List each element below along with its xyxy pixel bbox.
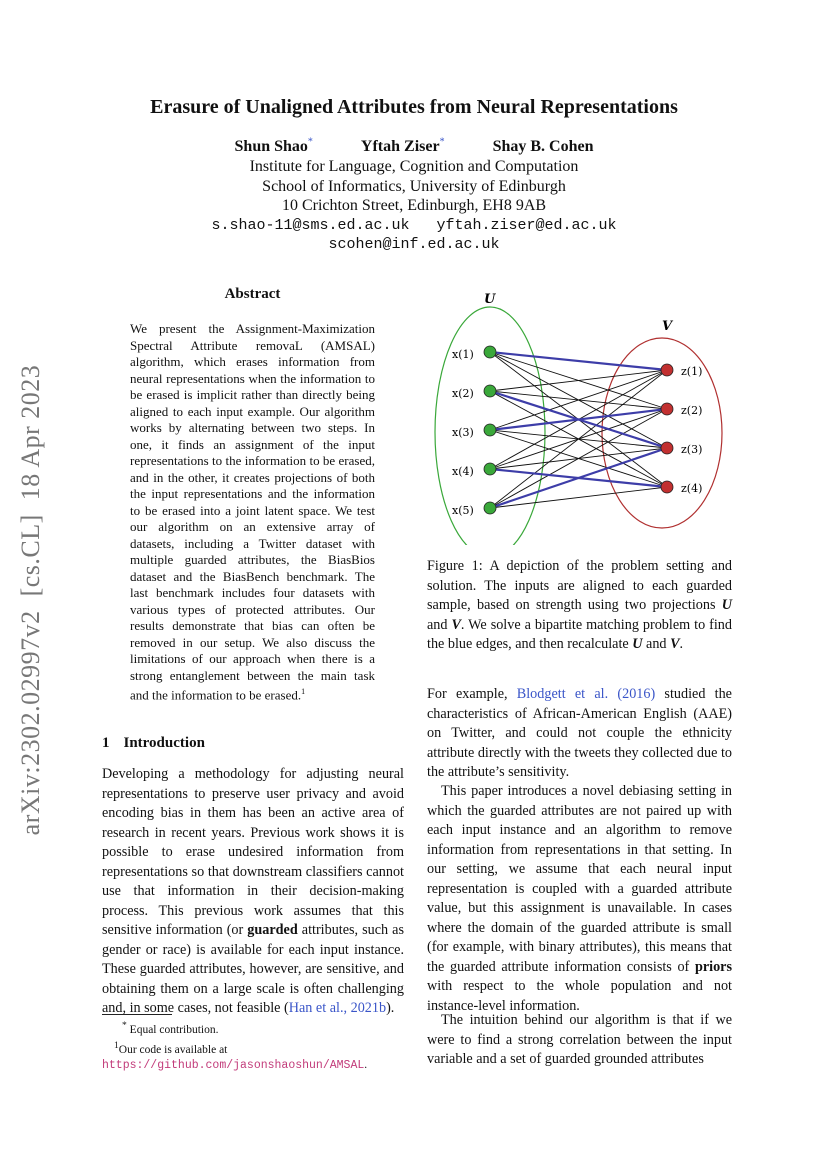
arxiv-stamp: arXiv:2302.02997v2 [cs.CL] 18 Apr 2023 — [16, 364, 45, 836]
x-node — [484, 463, 496, 475]
z-node-label: z(3) — [681, 443, 703, 456]
footnote-star: * Equal contribution. — [122, 1020, 219, 1036]
z-node-label: z(1) — [681, 365, 703, 378]
citation-link[interactable]: Blodgett et al. — [516, 686, 609, 702]
figure-caption: Figure 1: A depiction of the problem setting and solution. The inputs are aligned to each guarded sample, based on strength using two projections U and V. We solve a bipartite matching problem to find the blue edges, and then recalculate U and V. — [427, 558, 733, 652]
section-heading: 1 Introduction — [102, 735, 205, 751]
body-paragraph: This paper introduces a novel debiasing setting in which the guarded attributes are not paired up with each input instance and an algorithm to remove information from representations in that setting. In our setting, we assume that each neural input representation is coupled with a guarded attribute value, but this assignment is unavailable. In cases where the domain of the guarded attribute is small (for example, with binary attributes), this means that the guarded attribute information consists of priors with respect to the whole population and not instance-level information. — [427, 783, 732, 1014]
z-node — [661, 481, 673, 493]
abstract-heading: Abstract — [224, 286, 281, 302]
email-line: s.shao-11@sms.ed.ac.uk yftah.ziser@ed.ac.uk — [211, 217, 617, 234]
x-node-label: x(1) — [452, 348, 474, 361]
footnote-1: $^1$Our code is available at https://github.com/jasonshaoshun/AMSAL. — [102, 1039, 368, 1072]
z-node-label: z(2) — [681, 404, 703, 417]
abstract-text: We present the Assignment-Maximization Spectral Attribute removaL (AMSAL) algorithm, which erases information from neural representations when the information to be erased is implicit rather than directly being aligned to each input example. Our algorithm works by alternating between two steps. In one, it finds an assignment of the input representations to the information to be erased, and in the other, it creates projections of both the input representations and the information to be erased into a joint latent space. We test our algorithm on an extensive array of datasets, including a Twitter dataset with multiple guarded attributes, the BiasBios dataset and the BiasBench benchmark. The last benchmark includes four datasets with various types of protected attributes. Our results demonstrate that bias can often be removed in our setup. We also discuss the limitations of our approach when there is a strong entanglement between the main task and the information to be erased.$^1$ — [130, 321, 375, 703]
paper-title: Erasure of Unaligned Attributes from Neural Representations — [150, 96, 678, 118]
x-node — [484, 424, 496, 436]
x-node-label: x(3) — [452, 426, 474, 439]
x-node-label: x(5) — [452, 504, 474, 517]
matched-edge — [490, 409, 667, 430]
footnote-rule — [102, 1014, 172, 1015]
z-node-label: z(4) — [681, 482, 703, 495]
graph-edge — [490, 409, 667, 508]
z-node — [661, 364, 673, 376]
figure-bipartite-graph — [430, 285, 730, 545]
x-node — [484, 346, 496, 358]
footnotes — [102, 1018, 406, 1073]
body-paragraph: The intuition behind our algorithm is that if we were to find a strong correlation between the input variable and a set of guarded grounded attributes — [427, 1012, 732, 1067]
affiliation-line: School of Informatics, University of Edinburgh — [262, 178, 566, 195]
author-list — [0, 137, 828, 156]
affiliation-line: Institute for Language, Cognition and Computation — [249, 158, 579, 175]
z-node — [661, 442, 673, 454]
intro-paragraph: Developing a methodology for adjusting neural representations to preserve user privacy and avoid encoding bias in them has been an active area of research in recent years. Previous work shows it is possible to erase undesired information from representations so that downstream classifiers cannot use that information in their decision-making process. This previous work assumes that this sensitive information (or guarded attributes, such as gender or race) is available for each input instance. These guarded attributes, however, are sensitive, and obtaining them on a large scale is often challenging and, in some cases, not feasible (Han et al., 2021b). — [102, 766, 404, 1016]
u-label: U — [484, 292, 496, 307]
citation-link[interactable]: Han et al., 2021b — [288, 1000, 387, 1016]
x-node — [484, 385, 496, 397]
v-label: V — [662, 319, 673, 334]
x-node-label: x(2) — [452, 387, 474, 400]
x-node — [484, 502, 496, 514]
author: Shay B. Cohen — [492, 138, 594, 156]
body-paragraph: For example, Blodgett et al. (2016) studied the characteristics of African-American English (AAE) on Twitter, and could not couple the ethnicity attribute directly with the tweets they collected due to the attribute’s sensitivity. — [427, 686, 732, 780]
x-node-label: x(4) — [452, 465, 474, 478]
citation-year-link[interactable]: (2016) — [617, 686, 656, 702]
code-link[interactable]: https://github.com/jasonshaoshun/AMSAL — [102, 1058, 365, 1072]
affiliation-line: 10 Crichton Street, Edinburgh, EH8 9AB — [281, 197, 547, 214]
graph-edge — [490, 487, 667, 508]
author: Yftah Ziser* — [360, 137, 445, 156]
email-line: scohen@inf.ed.ac.uk — [328, 236, 500, 253]
author: Shun Shao* — [234, 137, 313, 156]
graph-edge — [490, 370, 667, 391]
z-node — [661, 403, 673, 415]
